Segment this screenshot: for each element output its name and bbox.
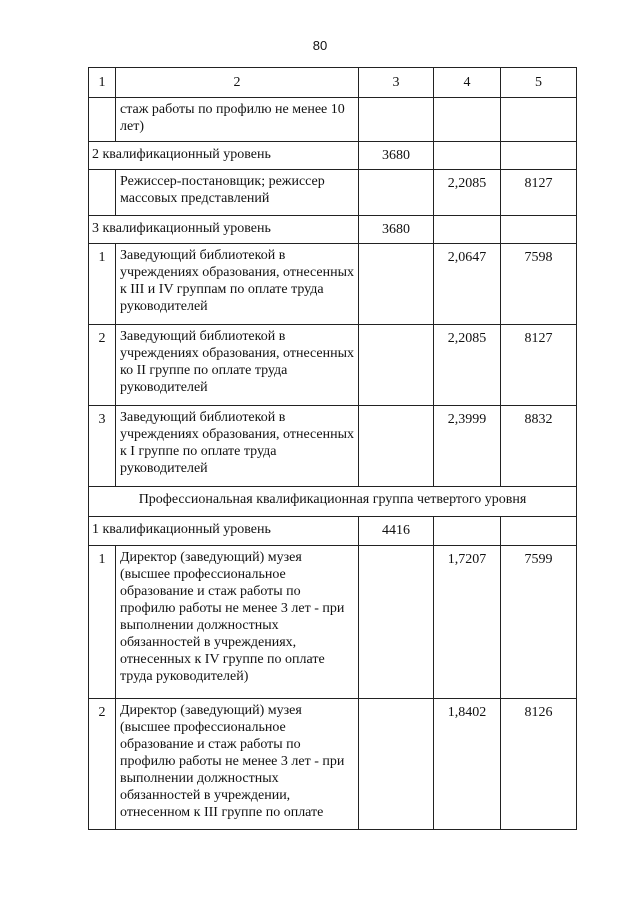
row-number: 2 <box>89 325 116 406</box>
row-number: 2 <box>89 699 116 830</box>
salary-value: 7599 <box>501 546 577 699</box>
base-salary: 3680 <box>359 216 434 244</box>
base-salary: 3680 <box>359 142 434 170</box>
page-number: 80 <box>312 38 328 53</box>
coefficient <box>434 98 501 142</box>
coefficient: 2,2085 <box>434 325 501 406</box>
salary-value: 8127 <box>501 325 577 406</box>
coefficient: 2,2085 <box>434 170 501 216</box>
salary-table <box>88 67 577 830</box>
table-row <box>89 546 577 699</box>
empty-cell <box>434 216 501 244</box>
empty-cell <box>501 517 577 546</box>
position-title: стаж работы по профилю не менее 10 лет) <box>116 98 359 142</box>
table-row <box>89 325 577 406</box>
table-row <box>89 244 577 325</box>
column-header-row <box>89 68 577 98</box>
base-salary <box>359 325 434 406</box>
salary-value: 8126 <box>501 699 577 830</box>
qualification-level-row <box>89 142 577 170</box>
column-header: 5 <box>501 68 577 98</box>
coefficient: 1,7207 <box>434 546 501 699</box>
row-number: 1 <box>89 546 116 699</box>
empty-cell <box>434 517 501 546</box>
group-heading: Профессиональная квалификационная группа четвертого уровня <box>89 487 577 517</box>
position-title: Заведующий библиотекой в учреждениях образования, отнесенных ко II группе по оплате труда руководителей <box>116 325 359 406</box>
qualification-level-label: 2 квалификационный уровень <box>89 142 359 170</box>
row-number <box>89 170 116 216</box>
salary-value <box>501 98 577 142</box>
empty-cell <box>501 142 577 170</box>
base-salary: 4416 <box>359 517 434 546</box>
column-header: 1 <box>89 68 116 98</box>
row-number <box>89 98 116 142</box>
qualification-level-row <box>89 216 577 244</box>
group-heading-row <box>89 487 577 517</box>
salary-value: 8832 <box>501 406 577 487</box>
base-salary <box>359 244 434 325</box>
row-number: 1 <box>89 244 116 325</box>
salary-value: 7598 <box>501 244 577 325</box>
base-salary <box>359 170 434 216</box>
table-row <box>89 98 577 142</box>
salary-value: 8127 <box>501 170 577 216</box>
base-salary <box>359 98 434 142</box>
coefficient: 1,8402 <box>434 699 501 830</box>
qualification-level-row <box>89 517 577 546</box>
coefficient: 2,3999 <box>434 406 501 487</box>
table-row <box>89 170 577 216</box>
column-header: 2 <box>116 68 359 98</box>
position-title: Заведующий библиотекой в учреждениях образования, отнесенных к III и IV группам по оплате труда руководителей <box>116 244 359 325</box>
base-salary <box>359 699 434 830</box>
row-number: 3 <box>89 406 116 487</box>
position-title: Директор (заведующий) музея (высшее профессиональное образование и стаж работы по профилю работы не менее 3 лет - при выполнении должностных обязанностей в учреждениях, отнесенных к IV группе по оплате труда руководителей) <box>116 546 359 699</box>
position-title: Директор (заведующий) музея (высшее профессиональное образование и стаж работы по профилю работы не менее 3 лет - при выполнении должностных обязанностей в учреждении, отнесенном к III группе по оплате <box>116 699 359 830</box>
column-header: 3 <box>359 68 434 98</box>
base-salary <box>359 406 434 487</box>
coefficient: 2,0647 <box>434 244 501 325</box>
column-header: 4 <box>434 68 501 98</box>
qualification-level-label: 1 квалификационный уровень <box>89 517 359 546</box>
table-row <box>89 699 577 830</box>
position-title: Заведующий библиотекой в учреждениях образования, отнесенных к I группе по оплате труда руководителей <box>116 406 359 487</box>
empty-cell <box>501 216 577 244</box>
position-title: Режиссер-постановщик; режиссер массовых представлений <box>116 170 359 216</box>
table-row <box>89 406 577 487</box>
qualification-level-label: 3 квалификационный уровень <box>89 216 359 244</box>
base-salary <box>359 546 434 699</box>
empty-cell <box>434 142 501 170</box>
